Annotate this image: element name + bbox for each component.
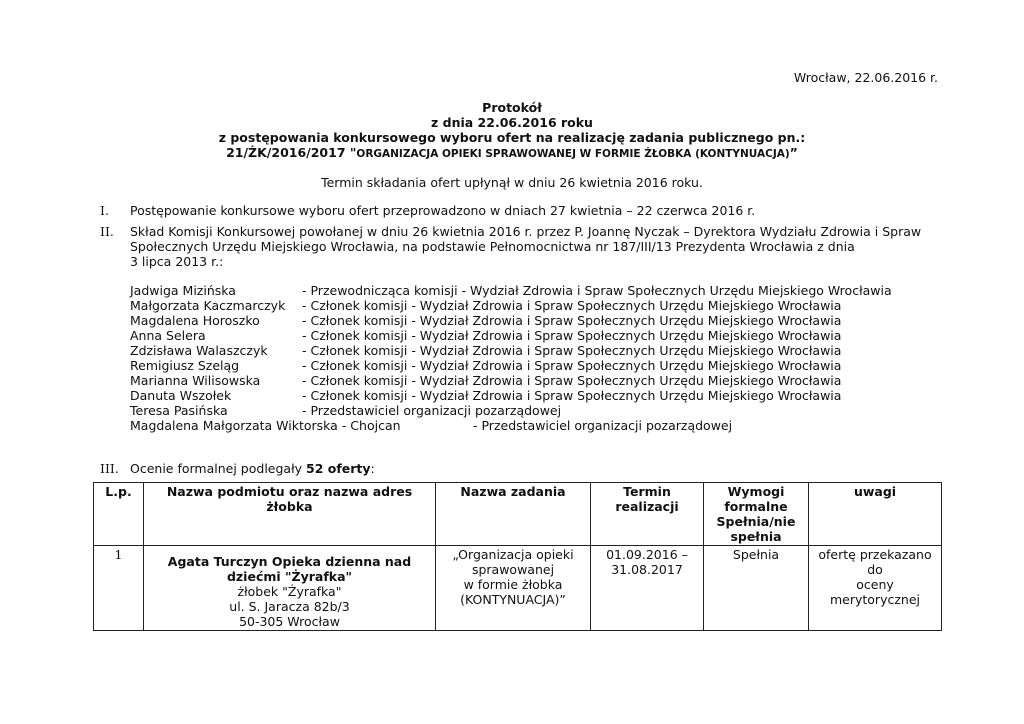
header-date: z dnia 22.06.2016 roku xyxy=(431,115,593,130)
header-task-name xyxy=(100,145,924,162)
member-name: Anna Selera xyxy=(130,328,206,343)
member-row xyxy=(130,373,930,388)
section-text xyxy=(130,461,938,476)
section-line: Społecznych Urzędu Miejskiego Wrocławia, na podstawie Pełnomocnictwa nr 187/III/13 Prezydenta Wrocławia z dnia xyxy=(130,239,855,254)
member-name: Małgorzata Kaczmarczyk xyxy=(130,298,286,313)
member-role: - Przedstawiciel organizacji pozarządowej xyxy=(302,403,562,418)
member-name: Danuta Wszołek xyxy=(130,388,232,403)
member-role: - Członek komisji - Wydział Zdrowia i Spraw Społecznych Urzędu Miejskiego Wrocławia xyxy=(302,328,842,343)
entity-address-line: 50-305 Wrocław xyxy=(239,614,340,629)
notes-line: ofertę przekazano do xyxy=(818,547,932,577)
member-role: - Przedstawiciel organizacji pozarządowej xyxy=(473,418,733,433)
task-code: 21/ŻK/2016/2017 " xyxy=(226,145,357,160)
offers-table xyxy=(93,482,942,631)
task-line: sprawowanej xyxy=(471,562,555,577)
section-text xyxy=(130,224,938,269)
place-date: Wrocław, 22.06.2016 r. xyxy=(793,70,938,85)
member-name: Jadwiga Mizińska xyxy=(130,283,236,298)
entity-name-line: dziećmi "Żyrafka" xyxy=(226,569,353,584)
task-caps: ORGANIZACJA OPIEKI SPRAWOWANEJ W FORMIE ŻŁOBKA (KONTYNUACJA) xyxy=(356,148,790,160)
task-line: w formie żłobka xyxy=(463,577,563,592)
header-requirements xyxy=(704,483,809,546)
member-row xyxy=(130,343,930,358)
member-name: Teresa Pasińska xyxy=(130,403,228,418)
member-row xyxy=(130,313,930,328)
header-title: Protokół xyxy=(482,100,542,115)
header-line: Wymogi xyxy=(727,484,785,499)
deadline-text: Termin składania ofert upłynął w dniu 26 kwietnia 2016 roku. xyxy=(321,175,703,190)
entity-name-line: Agata Turczyn Opieka dzienna nad xyxy=(167,554,412,569)
header-term xyxy=(591,483,704,546)
member-role: - Członek komisji - Wydział Zdrowia i Spraw Społecznych Urzędu Miejskiego Wrocławia xyxy=(302,358,842,373)
member-name: Remigiusz Szeląg xyxy=(130,358,240,373)
cell-requirements: Spełnia xyxy=(704,546,809,631)
member-name: Marianna Wilisowska xyxy=(130,373,261,388)
table-header-row xyxy=(94,483,942,546)
section-number: I. xyxy=(100,203,109,218)
header-line: Nazwa podmiotu oraz nazwa adres xyxy=(166,484,413,499)
section-number: II. xyxy=(100,224,114,239)
member-row xyxy=(130,358,930,373)
cell-term xyxy=(591,546,704,631)
member-role: - Członek komisji - Wydział Zdrowia i Spraw Społecznych Urzędu Miejskiego Wrocławia xyxy=(302,298,842,313)
header-line: Spełnia/nie xyxy=(716,514,796,529)
section-line: Skład Komisji Konkursowej powołanej w dniu 26 kwietnia 2016 r. przez P. Joannę Nyczak – Dyrektora Wydziału Zdrowia i Spraw xyxy=(130,224,922,239)
member-name: Magdalena Małgorzata Wiktorska - Chojcan xyxy=(130,418,401,433)
member-role: - Przewodnicząca komisji - Wydział Zdrowia i Spraw Społecznych Urzędu Miejskiego Wrocławia xyxy=(302,283,892,298)
term-line: 01.09.2016 – xyxy=(606,547,688,562)
entity-address-line: ul. S. Jaracza 82b/3 xyxy=(229,599,350,614)
document-header xyxy=(100,100,924,162)
member-row xyxy=(130,298,930,313)
cell-task xyxy=(436,546,591,631)
section-3-prefix: Ocenie formalnej podlegały xyxy=(130,461,306,476)
offer-count: 52 oferty xyxy=(306,461,371,476)
member-row xyxy=(130,403,930,418)
header-line: realizacji xyxy=(615,499,679,514)
term-line: 31.08.2017 xyxy=(611,562,683,577)
header-line: żłobka xyxy=(266,499,313,514)
member-row xyxy=(130,388,930,403)
cell-notes xyxy=(809,546,942,631)
commission-members xyxy=(130,283,930,433)
member-name: Magdalena Horoszko xyxy=(130,313,260,328)
member-role: - Członek komisji - Wydział Zdrowia i Spraw Społecznych Urzędu Miejskiego Wrocławia xyxy=(302,373,842,388)
header-lp: L.p. xyxy=(94,483,144,546)
header-task: Nazwa zadania xyxy=(436,483,591,546)
task-line: „Organizacja opieki xyxy=(452,547,574,562)
cell-lp: 1 xyxy=(94,546,144,631)
section-2 xyxy=(100,224,938,269)
cell-entity xyxy=(144,546,436,631)
section-3-suffix: : xyxy=(370,461,375,476)
section-number: III. xyxy=(100,461,119,476)
member-row xyxy=(130,328,930,343)
header-line: formalne xyxy=(724,499,788,514)
table-row xyxy=(94,546,942,631)
header-line: Termin xyxy=(623,484,671,499)
task-line: (KONTYNUACJA)” xyxy=(460,592,566,607)
member-row xyxy=(130,283,930,298)
member-role: - Członek komisji - Wydział Zdrowia i Spraw Społecznych Urzędu Miejskiego Wrocławia xyxy=(302,388,842,403)
header-line: spełnia xyxy=(730,529,782,544)
section-3 xyxy=(100,461,938,476)
member-role: - Członek komisji - Wydział Zdrowia i Spraw Społecznych Urzędu Miejskiego Wrocławia xyxy=(302,343,842,358)
header-entity xyxy=(144,483,436,546)
member-role: - Członek komisji - Wydział Zdrowia i Spraw Społecznych Urzędu Miejskiego Wrocławia xyxy=(302,313,842,328)
section-text: Postępowanie konkursowe wyboru ofert przeprowadzono w dniach 27 kwietnia – 22 czerwca 2016 r. xyxy=(130,203,756,218)
section-1 xyxy=(100,203,938,218)
notes-line: merytorycznej xyxy=(829,592,920,607)
task-quote-end: ” xyxy=(789,145,798,160)
header-subject: z postępowania konkursowego wyboru ofert na realizację zadania publicznego pn.: xyxy=(218,130,806,145)
notes-line: oceny xyxy=(856,577,894,592)
entity-address-line: żłobek "Żyrafka" xyxy=(237,584,342,599)
member-name: Zdzisława Walaszczyk xyxy=(130,343,268,358)
section-line: 3 lipca 2013 r.: xyxy=(130,254,224,269)
header-notes: uwagi xyxy=(809,483,942,546)
member-row xyxy=(130,418,930,433)
